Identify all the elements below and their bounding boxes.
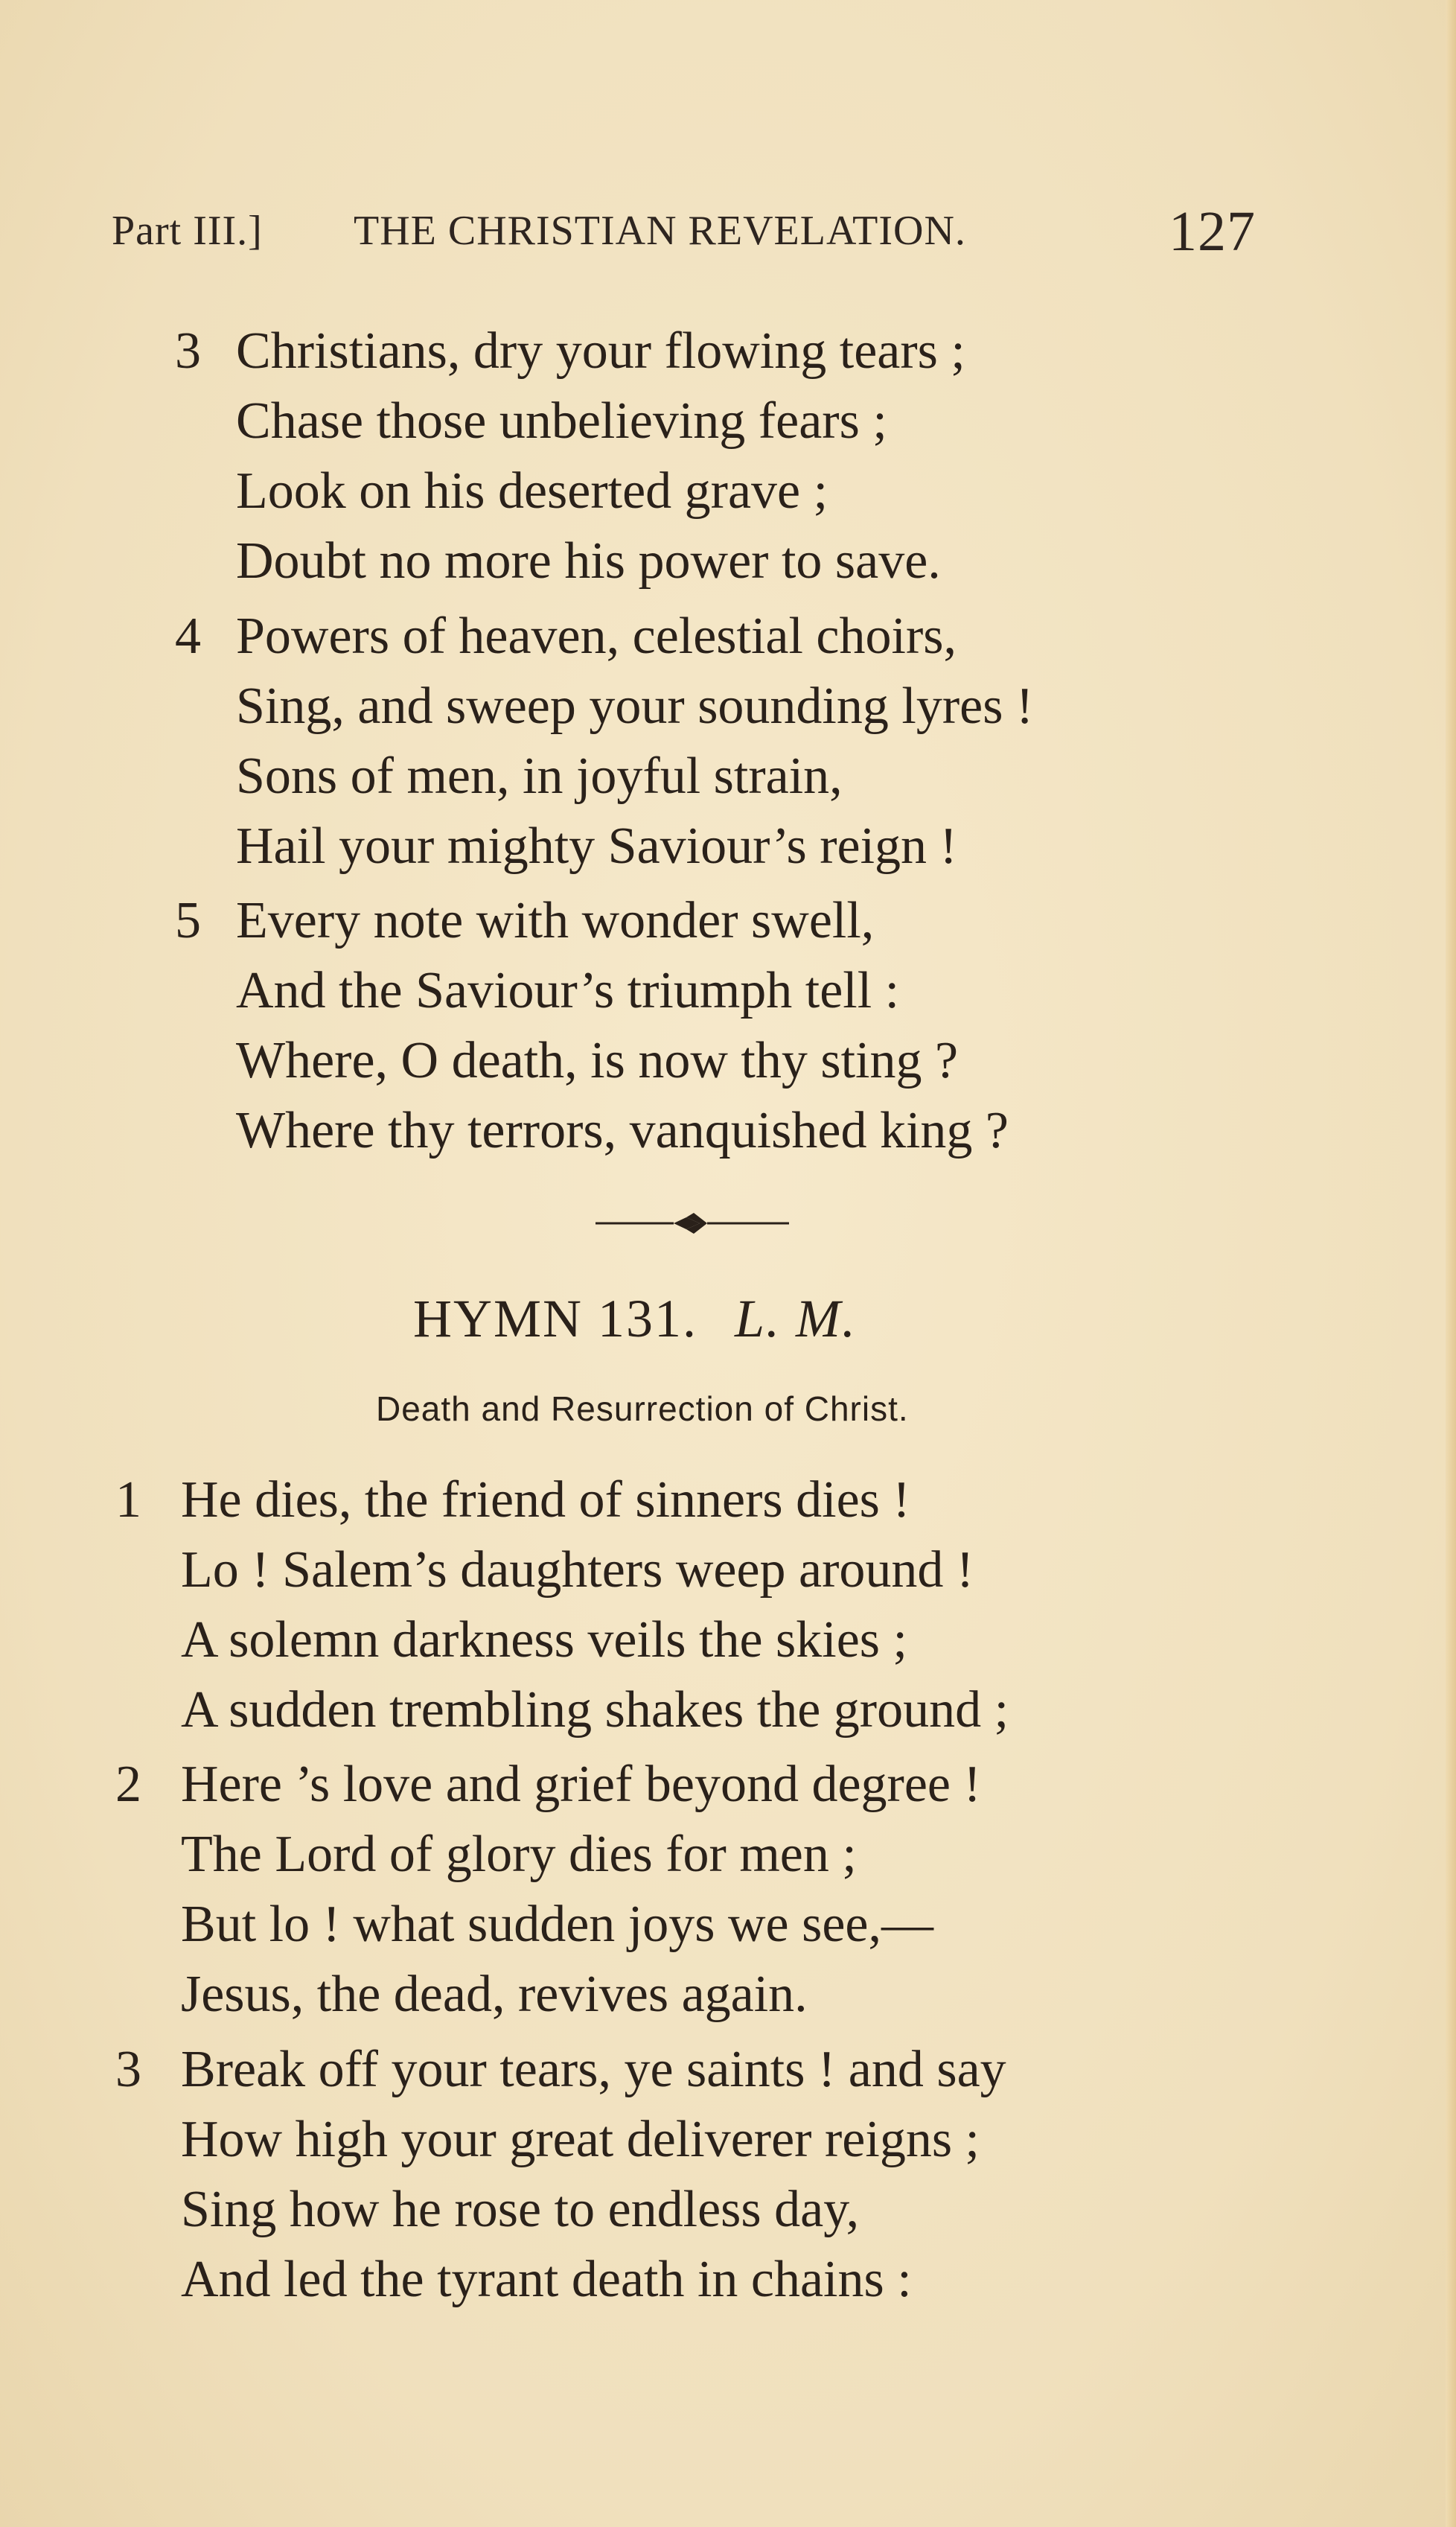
verse-line: And the Saviour’s triumph tell : [236, 962, 900, 1019]
stanza-number: 3 [175, 322, 201, 380]
verse-line: Where thy terrors, vanquished king ? [236, 1102, 1009, 1159]
verse-line: The Lord of glory dies for men ; [181, 1826, 857, 1883]
verse-line: He dies, the friend of sinners dies ! [181, 1471, 910, 1529]
verse-line: Sing how he rose to endless day, [181, 2181, 860, 2238]
stanza-number: 1 [115, 1471, 141, 1529]
hymn-stanza-2 [115, 1750, 981, 2030]
verse-line: Christians, dry your flowing tears ; [236, 322, 965, 380]
prev-stanza-5 [175, 886, 1009, 1166]
verse-line: Chase those unbelieving fears ; [236, 392, 887, 450]
verse-line: Here ’s love and grief beyond degree ! [181, 1756, 981, 1813]
verse-line: Every note with wonder swell, [236, 892, 875, 949]
verse-line: Look on his deserted grave ; [236, 462, 828, 520]
hymn-subtitle: Death and Resurrection of Christ. [376, 1389, 909, 1428]
hymn-meter: L. M. [735, 1289, 858, 1348]
hymn-title [413, 1288, 857, 1350]
verse-line: A sudden trembling shakes the ground ; [181, 1681, 1009, 1739]
hymn-number: HYMN 131. [413, 1289, 698, 1348]
page-number: 127 [1169, 200, 1256, 263]
verse-line: Sons of men, in joyful strain, [236, 748, 843, 805]
page-edge [1446, 0, 1456, 2527]
header-part: Part III.] [112, 208, 263, 254]
hymn-stanza-3 [115, 2035, 1006, 2315]
running-header [112, 200, 1280, 274]
verse-line: Jesus, the dead, revives again. [181, 1966, 808, 2023]
verse-line: Where, O death, is now thy sting ? [236, 1032, 959, 1089]
verse-line: Hail your mighty Saviour’s reign ! [236, 818, 957, 875]
verse-line: A solemn darkness veils the skies ; [181, 1611, 908, 1669]
verse-line: Powers of heaven, celestial choirs, [236, 608, 957, 665]
prev-stanza-4 [175, 602, 1033, 882]
stanza-number: 5 [175, 892, 201, 949]
verse-line: And led the tyrant death in chains : [181, 2251, 912, 2308]
stanza-number: 3 [115, 2041, 141, 2098]
verse-line: Doubt no more his power to save. [236, 532, 941, 590]
verse-line: Lo ! Salem’s daughters weep around ! [181, 1541, 974, 1599]
header-title: THE CHRISTIAN REVELATION. [354, 208, 966, 254]
verse-line: How high your great deliverer reigns ; [181, 2111, 980, 2168]
hymn-stanza-1 [115, 1465, 1009, 1745]
stanza-number: 2 [115, 1756, 141, 1813]
verse-line: But lo ! what sudden joys we see,— [181, 1896, 933, 1953]
divider-ornament-icon [596, 1208, 789, 1238]
verse-line: Sing, and sweep your sounding lyres ! [236, 678, 1034, 735]
verse-line: Break off your tears, ye saints ! and say [181, 2041, 1006, 2098]
stanza-number: 4 [175, 608, 201, 665]
prev-stanza-3 [175, 316, 965, 596]
